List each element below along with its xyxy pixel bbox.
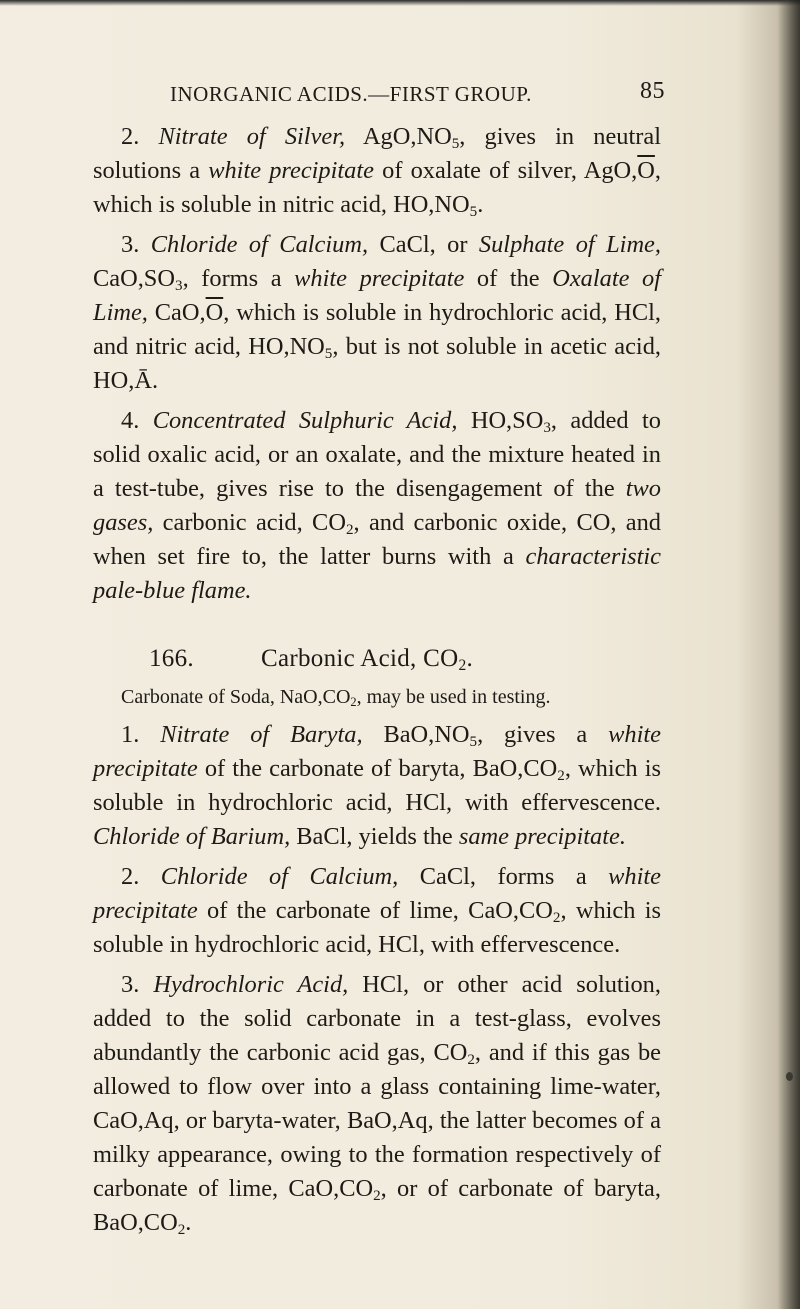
result-text: characteristic pale-blue flame. <box>93 543 661 604</box>
result-text: white precipitate <box>294 265 465 292</box>
carbonic-test-2: 2. Chloride of Calcium, CaCl, forms a white precipitate of the carbonate of lime, $CaO,CO_2$, which is soluble in hydrochloric acid, HCl, with effervescence. <box>93 863 661 958</box>
oxalic-test-4: 4. Concentrated Sulphuric Acid, $HO,SO_3$, added to solid oxalic acid, or an oxalate, and the mixture heated in a test-tube, gives rise to the disengagement of the two gases, carbonic acid, $CO_2$, and carbonic oxide, CO, and when set fire to, the latter burns with a characteristic pale-blue flame. <box>93 407 662 604</box>
result-text: Oxalate of Lime, <box>93 265 661 326</box>
section-note: Carbonate of Soda, $NaO,CO_2$, may be used in testing. <box>121 686 551 710</box>
top-scan-shadow <box>0 0 800 6</box>
reagent-name: Hydrochloric Acid, <box>153 971 349 998</box>
reagent-name: Sulphate of Lime, <box>478 231 661 258</box>
oxalic-test-3: 3. Chloride of Calcium, CaCl, or Sulphate of Lime, $CaO,SO_3$, forms a white precipitate of the Oxalate of Lime, $CaO,\overline{O}$, which is soluble in hydrochloric acid, HCl, and nitric acid, $HO,NO_5$, but is not soluble in acetic acid, HO,Ā. <box>93 231 661 394</box>
result-text: same precipitate. <box>458 823 626 850</box>
reagent-name: Nitrate of Silver, <box>158 123 346 150</box>
reagent-name: Chloride of Calcium, <box>160 863 399 890</box>
page-number: 85 <box>640 78 665 104</box>
result-text: two gases, <box>93 475 661 536</box>
section-title: Carbonic Acid, CO <box>261 645 459 672</box>
scan-speck <box>786 1072 793 1081</box>
reagent-name: Concentrated Sulphuric Acid, <box>152 407 458 434</box>
carbonic-test-3: 3. Hydrochloric Acid, HCl, or other acid solution, added to the solid carbonate in a test-glass, evolves abundantly the carbonic acid gas, $CO_2$, and if this gas be allowed to flow over into a glass containing lime-water, CaO,Aq, or baryta-water, BaO,Aq, the latter becomes of a milky appearance, owing to the formation respectively of carbonate of lime, $CaO,CO_2$, or of carbonate of baryta, $BaO,CO_2$. <box>93 971 661 1238</box>
result-text: white precipitate <box>93 721 661 782</box>
binding-edge-shadow <box>778 0 800 1309</box>
reagent-name: Chloride of Barium, <box>93 823 291 850</box>
reagent-name: Nitrate of Baryta, <box>160 721 363 748</box>
section-number: 166. <box>149 645 194 672</box>
running-title: INORGANIC ACIDS.—FIRST GROUP. <box>170 82 532 106</box>
carbonic-test-1: 1. Nitrate of Baryta, $BaO,NO_5$, gives a white precipitate of the carbonate of baryta, $BaO,CO_2$, which is soluble in hydrochloric acid, HCl, with effervescence. Chloride of Barium, BaCl, yields the same precipitate. <box>93 721 661 850</box>
result-text: white precipitate <box>93 863 661 924</box>
section-heading: 166. Carbonic Acid, $CO_2$. <box>93 642 661 676</box>
oxalic-test-2: 2. Nitrate of Silver, $AgO,NO_5$, gives in neutral solutions a white precipitate of oxalate of silver, $AgO,\overline{O}$, which is soluble in nitric acid, $HO,NO_5$. <box>93 123 661 220</box>
result-text: white precipitate <box>208 157 374 184</box>
reagent-name: Chloride of Calcium, <box>150 231 369 258</box>
body-text <box>93 120 661 1240</box>
